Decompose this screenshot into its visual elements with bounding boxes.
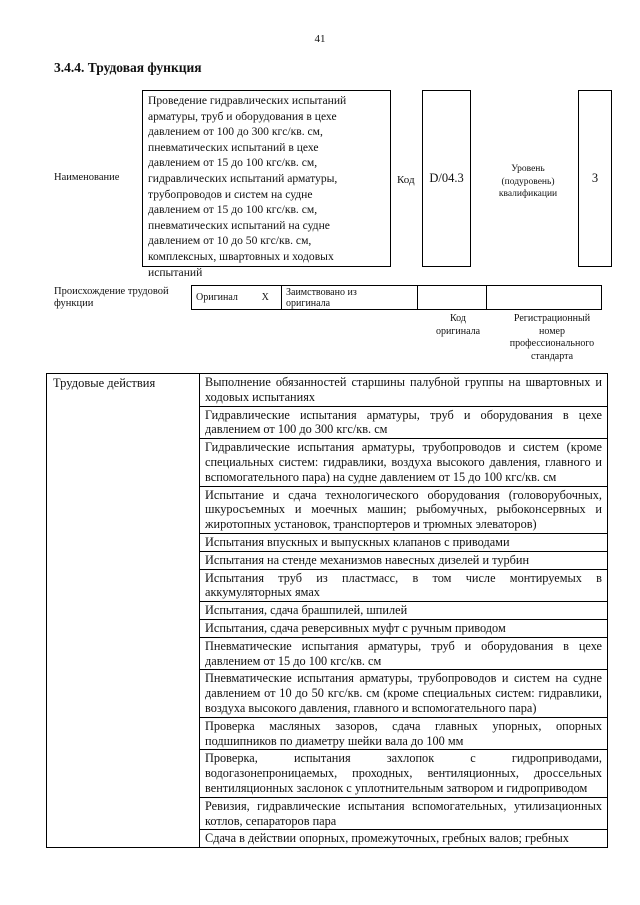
original-code-caption <box>428 313 488 338</box>
caption-line: Код <box>450 313 466 324</box>
qualification-level-box <box>578 90 612 267</box>
labor-action-item: Испытания впускных и выпускных клапанов с приводами <box>200 534 607 552</box>
function-name-line: пневматических испытаний в цехе <box>148 140 319 154</box>
function-name-line: испытаний <box>148 265 203 279</box>
section-title: 3.4.4. Трудовая функция <box>54 60 202 75</box>
function-origin-label <box>54 286 189 310</box>
function-name-line: давлением от 100 до 300 кгс/кв. см, <box>148 125 323 139</box>
labor-action-item: Проверка масляных зазоров, сдача главных упорных, опорных подшипников по диаметру шейки вала до 100 мм <box>200 718 607 751</box>
registration-number-cell <box>487 286 602 310</box>
origin-label-line: функции <box>54 298 94 309</box>
function-name-line: Проведение гидравлических испытаний <box>148 94 347 107</box>
origin-table <box>191 285 602 310</box>
function-name-line: арматуры, труб и оборудования в цехе <box>148 109 337 123</box>
caption-line: стандарта <box>530 350 574 362</box>
level-label-line: (подуровень) <box>501 176 555 187</box>
original-cell <box>192 286 250 310</box>
borrowed-cell <box>282 286 418 310</box>
labor-actions-table <box>46 373 608 848</box>
labor-action-item: Испытание и сдача технологического оборудования (головорубочных, шкуросъемных и моечных машин; рыбомучных, рыбоконсервных и жиротопных установок, транспортеров и трюмных элеваторов) <box>200 487 607 534</box>
function-name-line: комплексных, швартовных и ходовых <box>148 249 334 263</box>
function-name-line: давлением от 15 до 100 кгс/кв. см, <box>148 203 318 217</box>
function-name-box <box>142 90 391 279</box>
labor-action-item: Пневматические испытания арматуры, труб и оборудования в цехе давлением от 15 до 100 кгс/кв. см <box>200 638 607 671</box>
labor-action-item: Испытания на стенде механизмов навесных дизелей и турбин <box>200 552 607 570</box>
name-label: Наименование <box>54 172 120 183</box>
labor-actions-heading: Трудовые действия <box>47 374 200 848</box>
original-mark: X <box>261 292 269 303</box>
labor-action-item: Испытания, сдача брашпилей, шпилей <box>200 602 607 620</box>
function-name-line: давлением от 10 до 50 кгс/кв. см, <box>148 234 312 248</box>
level-label-line: Уровень <box>511 164 545 174</box>
level-label-line: квалификации <box>498 189 558 199</box>
function-name-line: давлением от 15 до 100 кгс/кв. см, <box>148 156 318 170</box>
caption-line: Регистрационный <box>513 313 591 324</box>
labor-action-item: Выполнение обязанностей старшины палубной группы на швартовных и ходовых испытаниях <box>200 374 607 407</box>
labor-action-item: Гидравлические испытания арматуры, труб и оборудования в цехе давлением от 100 до 300 кгс/кв. см <box>200 407 607 440</box>
function-name-line: пневматических испытаний на судне <box>148 218 330 232</box>
caption-line: номер <box>539 325 565 337</box>
function-name-line: гидравлических испытаний арматуры, <box>148 171 338 185</box>
labor-actions-list <box>200 374 608 848</box>
borrowed-label-line: Заимствовано из <box>286 286 357 298</box>
labor-action-item: Сдача в действии опорных, промежуточных, гребных валов; гребных <box>205 831 569 846</box>
caption-line: профессионального <box>509 338 595 350</box>
borrowed-label-line: оригинала <box>286 297 331 309</box>
code-label: Код <box>397 174 415 186</box>
origin-label-line: Происхождение трудовой <box>54 286 169 297</box>
original-code-cell <box>418 286 487 310</box>
registration-number-caption <box>497 313 607 363</box>
labor-action-item: Пневматические испытания арматуры, трубопроводов и систем на судне давлением от 10 до 50 кгс/кв. см (кроме специальных систем: гидравлики, воздуха высокого давления, главного и вспомогательного пара) <box>200 670 607 717</box>
labor-action-item: Гидравлические испытания арматуры, трубопроводов и систем (кроме специальных систем: гидравлики, воздуха высокого давления, главного и вспомогательного пара) на судне давлением от 15 до 100 кгс/кв. см <box>200 439 607 486</box>
function-name-line: трубопроводов и систем на судне <box>148 187 313 201</box>
labor-action-item: Ревизия, гидравлические испытания вспомогательных, утилизационных котлов, сепараторов пара <box>200 798 607 831</box>
original-label: Оригинал <box>196 292 238 303</box>
qualification-level-value: 3 <box>591 171 599 185</box>
qualification-level-label <box>493 163 563 201</box>
code-value: D/04.3 <box>429 171 464 185</box>
caption-line: оригинала <box>435 325 481 337</box>
labor-action-item: Проверка, испытания захлопок с гидроприводами, водогазонепроницаемых, проходных, вентиляционных, дроссельных вентиляционных заслонок с уплотнительным затвором и гидроприводом <box>200 750 607 797</box>
original-mark-cell <box>250 286 282 310</box>
code-value-box <box>422 90 471 267</box>
labor-action-item: Испытания, сдача реверсивных муфт с ручным приводом <box>200 620 607 638</box>
labor-action-item: Испытания труб из пластмасс, в том числе монтируемых в аккумуляторных ямах <box>200 570 607 603</box>
page-number: 41 <box>314 33 326 45</box>
